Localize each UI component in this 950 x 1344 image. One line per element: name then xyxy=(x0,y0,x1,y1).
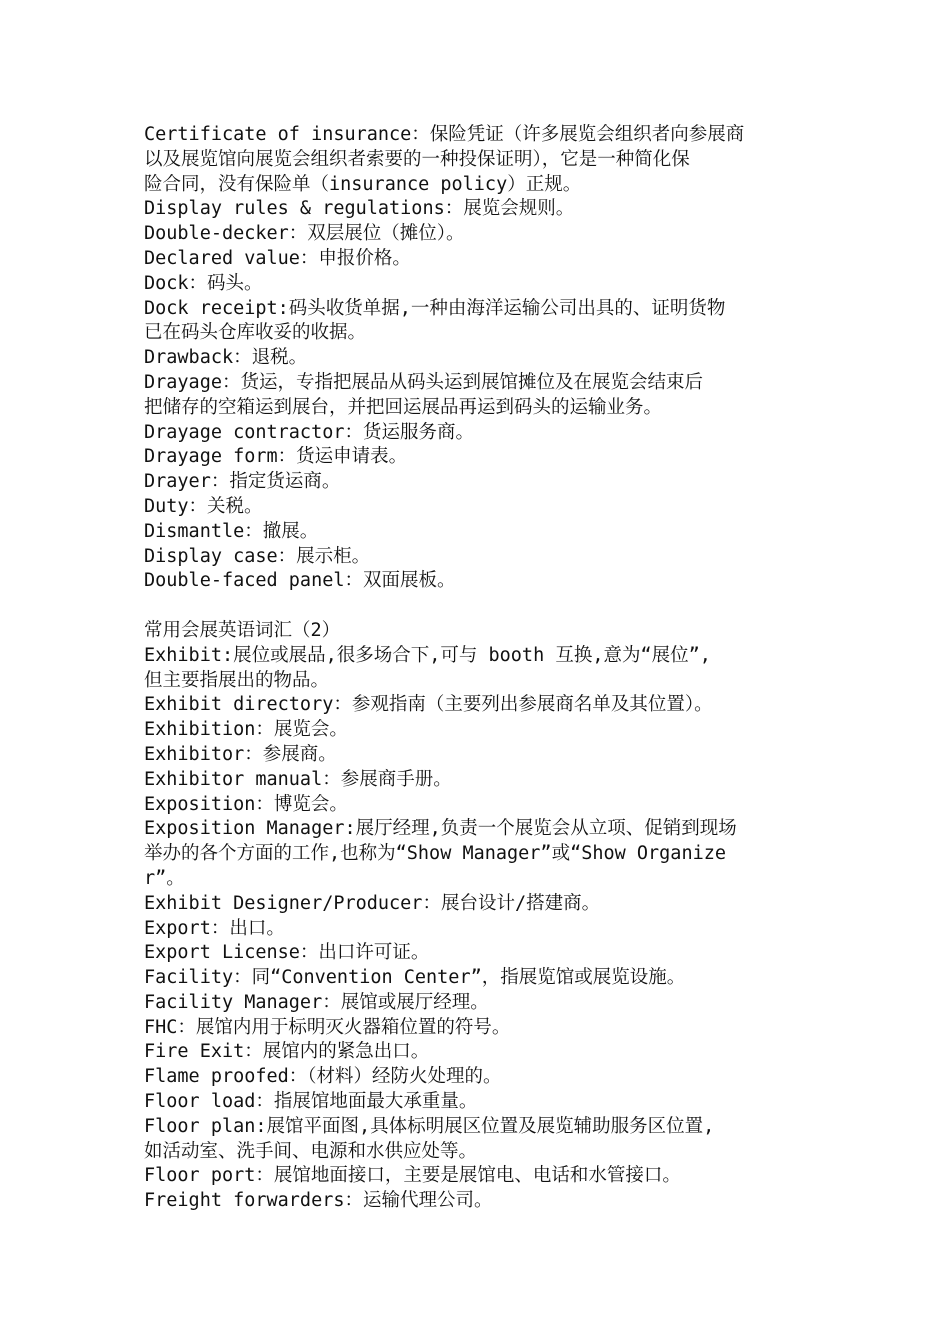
text-line: 把储存的空箱运到展台，并把回运展品再运到码头的运输业务。 xyxy=(144,396,663,418)
section-title: 常用会展英语词汇（2） xyxy=(144,619,341,641)
text-line: Display case：展示柜。 xyxy=(144,545,371,567)
text-line: Declared value：申报价格。 xyxy=(144,247,411,269)
text-line: Exhibit:展位或展品,很多场合下,可与 booth 互换,意为“展位”, xyxy=(144,644,711,666)
text-line: 举办的各个方面的工作,也称为“Show Manager”或“Show Organize xyxy=(144,843,727,865)
text-line: Exhibit directory：参观指南（主要列出参展商名单及其位置）。 xyxy=(144,694,713,716)
text-line: FHC：展馆内用于标明灭火器箱位置的符号。 xyxy=(144,1016,511,1038)
glossary-section-1 xyxy=(144,123,812,594)
text-line: Fire Exit：展馆内的紧急出口。 xyxy=(144,1041,430,1063)
text-line: Display rules & regulations：展览会规则。 xyxy=(144,198,575,220)
text-line: Floor plan:展馆平面图,具体标明展区位置及展览辅助服务区位置, xyxy=(144,1115,715,1137)
text-line: Double-faced panel：双面展板。 xyxy=(144,570,456,592)
text-line: Dismantle：撤展。 xyxy=(144,520,319,542)
text-line: 但主要指展出的物品。 xyxy=(144,669,330,691)
text-line: Floor port：展馆地面接口，主要是展馆电、电话和水管接口。 xyxy=(144,1165,681,1187)
paragraph-gap xyxy=(144,594,812,619)
text-line: Duty：关税。 xyxy=(144,495,263,517)
text-line: Drayer：指定货运商。 xyxy=(144,471,341,493)
text-line: 险合同，没有保险单（insurance policy）正规。 xyxy=(144,173,582,195)
text-line: Drayage form：货运申请表。 xyxy=(144,446,408,468)
glossary-section-2 xyxy=(144,619,812,1214)
text-line: Exposition：博览会。 xyxy=(144,793,348,815)
text-line: 已在码头仓库收妥的收据。 xyxy=(144,322,367,344)
text-line: Export：出口。 xyxy=(144,917,285,939)
text-line: Drayage：货运，专指把展品从码头运到展馆摊位及在展览会结束后 xyxy=(144,371,703,393)
text-line: Certificate of insurance：保险凭证（许多展览会组织者向参展商 xyxy=(144,124,745,145)
text-line: Exhibition：展览会。 xyxy=(144,719,348,741)
text-line: Dock：码头。 xyxy=(144,272,263,294)
text-line: r”。 xyxy=(144,867,185,889)
text-line: 以及展览馆向展览会组织者索要的一种投保证明），它是一种简化保 xyxy=(144,148,690,170)
text-line: Exhibitor manual：参展商手册。 xyxy=(144,768,452,790)
text-line: Exhibitor：参展商。 xyxy=(144,743,337,765)
document-page xyxy=(144,123,812,1214)
text-line: Exhibit Designer/Producer：展台设计/搭建商。 xyxy=(144,892,601,914)
text-line: Dock receipt:码头收货单据,一种由海洋运输公司出具的、证明货物 xyxy=(144,297,726,319)
text-line: 如活动室、洗手间、电源和水供应处等。 xyxy=(144,1140,478,1162)
text-line: Freight forwarders：运输代理公司。 xyxy=(144,1190,493,1212)
text-line: Facility：同“Convention Center”，指展览馆或展览设施。 xyxy=(144,967,686,989)
text-line: Drayage contractor：货运服务商。 xyxy=(144,421,474,443)
text-line: Flame proofed：（材料）经防火处理的。 xyxy=(144,1066,502,1088)
text-line: Double-decker：双层展位（摊位）。 xyxy=(144,223,465,245)
text-line: Export License：出口许可证。 xyxy=(144,942,430,964)
text-line: Drawback：退税。 xyxy=(144,347,308,369)
text-line: Exposition Manager:展厅经理,负责一个展览会从立项、促销到现场 xyxy=(144,818,737,840)
text-line: Facility Manager：展馆或展厅经理。 xyxy=(144,991,489,1013)
text-line: Floor load：指展馆地面最大承重量。 xyxy=(144,1091,478,1113)
